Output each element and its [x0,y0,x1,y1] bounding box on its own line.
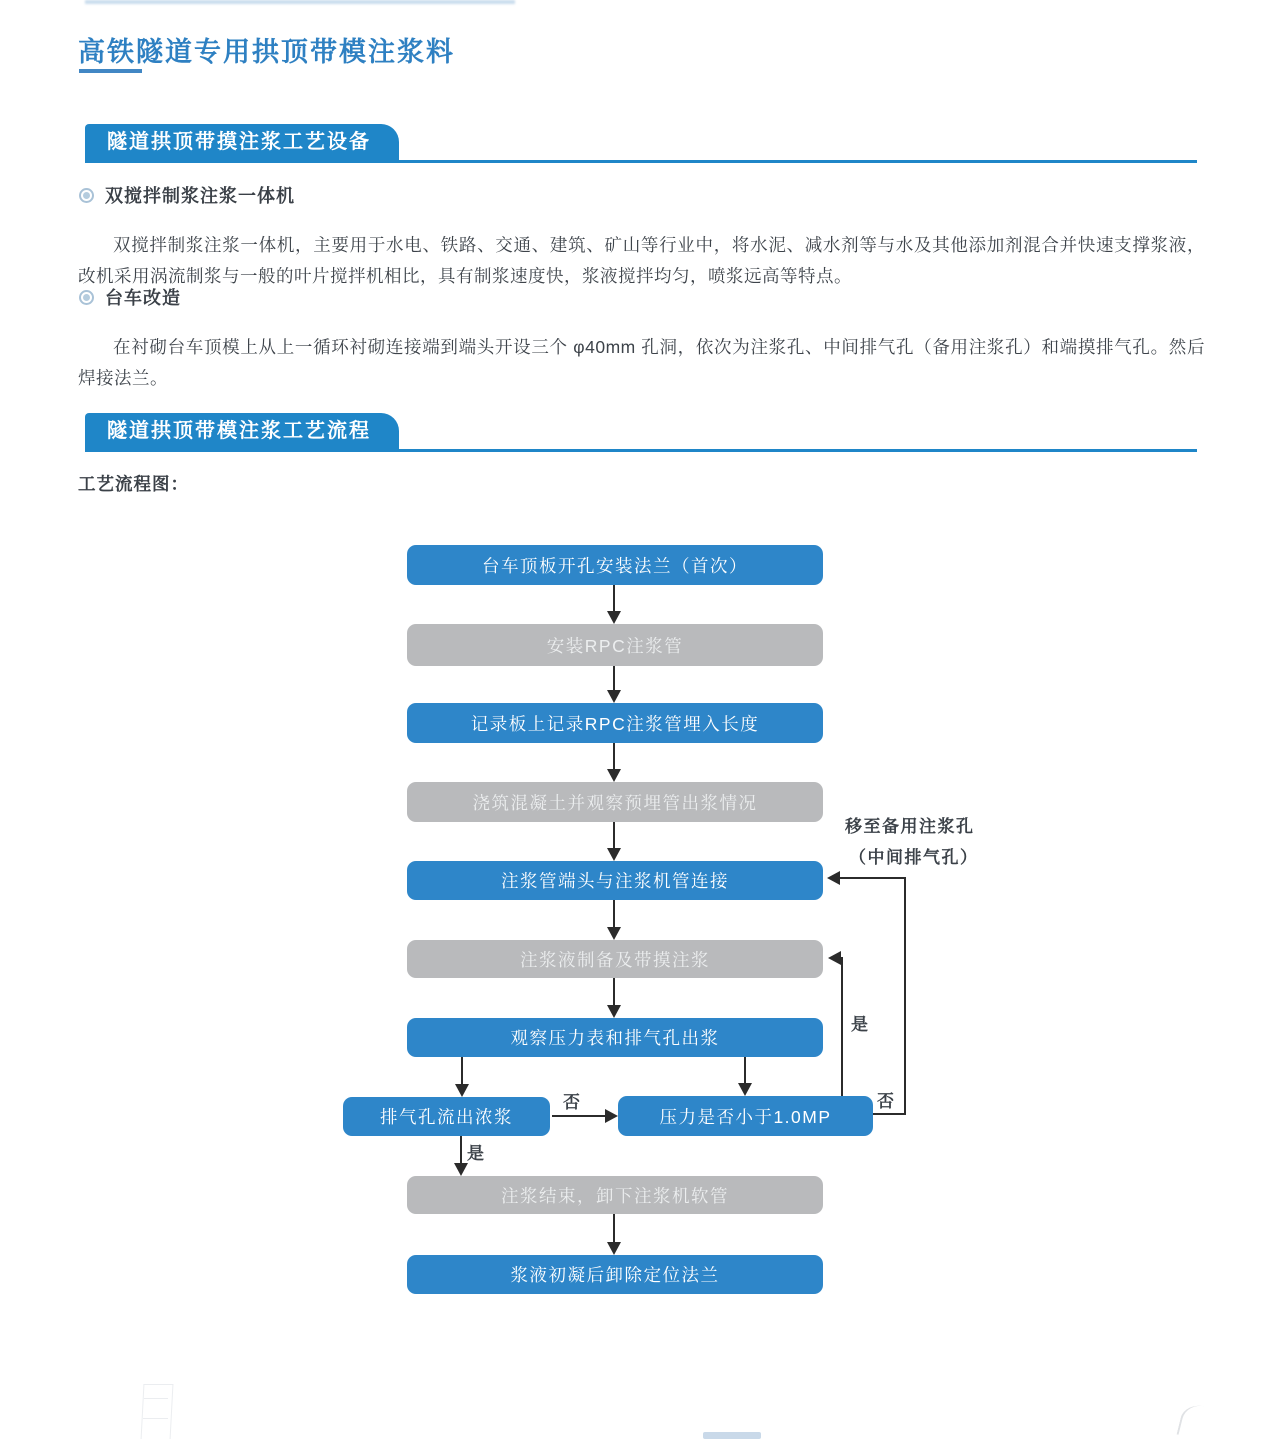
title-underline [79,69,142,73]
arrow-line [613,822,615,848]
arrow-right-icon [605,1109,618,1123]
flow-node-drill-flange: 台车顶板开孔安装法兰（首次） [407,545,823,585]
flowchart-caption: 工艺流程图： [78,474,189,494]
paragraph-trolley: 在衬砌台车顶模上从上一循环衬砌连接端到端头开设三个 φ40mm 孔洞，依次为注浆孔、中间排气孔（备用注浆孔）和端摸排气孔。然后焊接法兰。 [78,336,1205,388]
flow-node-remove-flange: 浆液初凝后卸除定位法兰 [407,1255,823,1294]
flow-node-observe-gauge: 观察压力表和排气孔出浆 [407,1018,823,1057]
section-header-process: 隧道拱顶带模注浆工艺流程 [85,413,399,450]
flow-node-finish-detach: 注浆结束，卸下注浆机软管 [407,1176,823,1214]
arrow-down-icon [455,1084,469,1097]
feedback-line-yes [841,957,843,1096]
flow-node-connect-pipe: 注浆管端头与注浆机管连接 [407,861,823,900]
arrow-line [460,1136,462,1163]
bullet-heading: 台车改造 [105,288,181,308]
arrow-left-icon [828,951,841,965]
arrow-line [461,1057,463,1084]
edge-label-no: 否 [563,1093,580,1112]
flow-node-prepare-grout: 注浆液制备及带摸注浆 [407,940,823,978]
arrow-line [552,1115,605,1117]
ring-bullet-icon [79,290,94,305]
ring-bullet-icon [79,188,94,203]
arrow-down-icon [607,1242,621,1255]
flow-node-pressure-check: 压力是否小于1.0MP [618,1096,873,1136]
bullet-item-trolley [79,284,181,310]
page-title: 高铁隧道专用拱顶带模注浆料 [78,37,455,68]
arrow-line [613,585,615,611]
feedback-line-no [840,877,906,879]
bullet-item-mixer [79,182,295,208]
arrow-down-icon [607,611,621,624]
paragraph-mixer: 双搅拌制浆注浆一体机，主要用于水电、铁路、交通、建筑、矿山等行业中，将水泥、减水剂等与水及其他添加剂混合并快速支撑浆液，改机采用涡流制浆与一般的叶片搅拌机相比，具有制浆速度快，浆液搅拌均匀，喷浆远高等特点。 [78,234,1205,286]
flow-node-install-rpc: 安装RPC注浆管 [407,624,823,666]
annotation-middle-vent-hole: （中间排气孔） [849,848,979,867]
flow-node-vent-thick-grout: 排气孔流出浓浆 [343,1097,550,1136]
arrow-down-icon [607,769,621,782]
arrow-line [613,900,615,927]
section-header-equipment: 隧道拱顶带摸注浆工艺设备 [85,124,399,161]
bullet-heading: 双搅拌制浆注浆一体机 [105,186,295,206]
arrow-down-icon [607,927,621,940]
watermark-bar [703,1432,761,1439]
arrow-line [613,743,615,769]
edge-label-yes: 是 [467,1144,484,1163]
arrow-down-icon [607,1005,621,1018]
flow-node-record-length: 记录板上记录RPC注浆管埋入长度 [407,703,823,743]
section-header-rule [85,160,1197,163]
feedback-line-no [873,1113,906,1115]
annotation-move-to-backup-hole: 移至备用注浆孔 [845,817,975,836]
arrow-line [744,1057,746,1083]
arrow-down-icon [738,1083,752,1096]
edge-label-no-loop: 否 [877,1092,894,1111]
cropped-text-artifact [85,0,515,4]
flow-node-pour-concrete: 浇筑混凝土并观察预埋管出浆情况 [407,782,823,822]
section-header-rule [85,449,1197,452]
watermark-tower-sketch [130,1384,186,1439]
watermark-curve [1177,1401,1226,1439]
feedback-line-no [904,878,906,1115]
arrow-left-icon [827,871,840,885]
arrow-down-icon [607,848,621,861]
arrow-line [613,978,615,1005]
arrow-line [613,666,615,690]
edge-label-yes-loop: 是 [851,1015,868,1034]
arrow-down-icon [607,690,621,703]
arrow-line [613,1214,615,1242]
arrow-down-icon [454,1163,468,1176]
